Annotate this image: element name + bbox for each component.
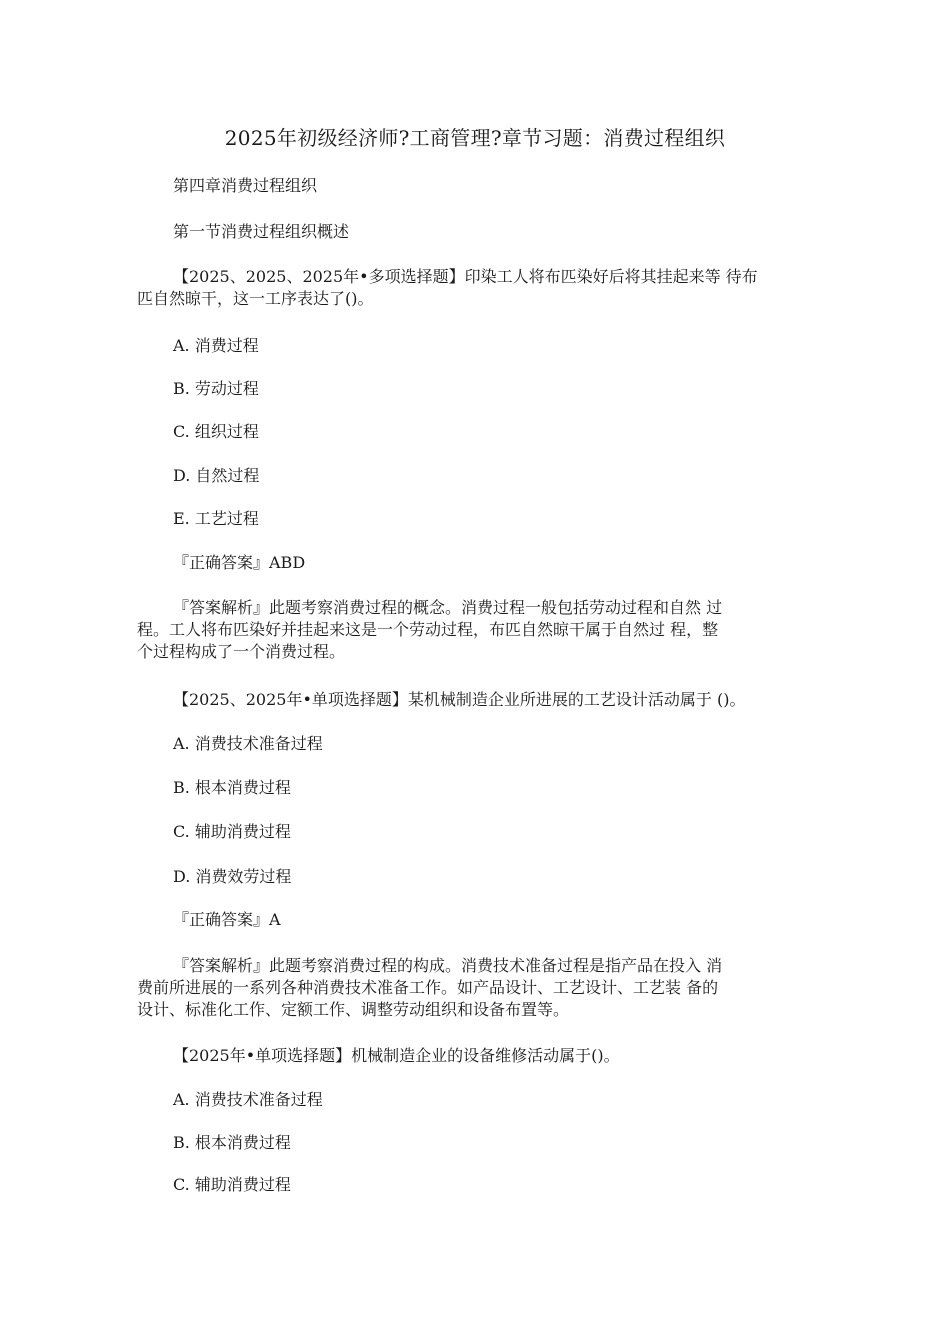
question-1-analysis-line: 『答案解析』此题考察消费过程的概念。消费过程一般包括劳动过程和自然 过 xyxy=(173,598,723,617)
question-1-stem-line: 匹自然晾干，这一工序表达了()。 xyxy=(137,289,374,308)
question-3-option-b: B. 根本消费过程 xyxy=(173,1133,291,1152)
question-1-analysis xyxy=(137,597,817,663)
question-1-stem xyxy=(137,266,817,310)
question-2-option-d: D. 消费效劳过程 xyxy=(173,867,292,886)
section-heading: 第一节消费过程组织概述 xyxy=(173,222,350,241)
question-2-stem xyxy=(137,689,817,711)
question-1-option-e: E. 工艺过程 xyxy=(173,509,259,528)
question-1-option-a: A. 消费过程 xyxy=(173,336,259,355)
question-2-analysis-line: 设计、标准化工作、定额工作、调整劳动组织和设备布置等。 xyxy=(137,1000,570,1019)
question-3-option-a: A. 消费技术准备过程 xyxy=(173,1090,323,1109)
question-2-option-a: A. 消费技术准备过程 xyxy=(173,734,323,753)
question-1-answer: 『正确答案』ABD xyxy=(173,553,306,572)
question-2-answer: 『正确答案』A xyxy=(173,910,281,929)
question-1-stem-line: 【2025、2025、2025年•多项选择题】印染工人将布匹染好后将其挂起来等 待布 xyxy=(173,267,758,286)
chapter-heading: 第四章消费过程组织 xyxy=(173,176,318,195)
question-2-option-c: C. 辅助消费过程 xyxy=(173,822,291,841)
question-2-analysis xyxy=(137,955,817,1021)
question-2-stem-line: 【2025、2025年•单项选择题】某机械制造企业所进展的工艺设计活动属于 ()。 xyxy=(173,690,746,709)
question-1-option-c: C. 组织过程 xyxy=(173,422,259,441)
question-3-stem-line: 【2025年•单项选择题】机械制造企业的设备维修活动属于()。 xyxy=(173,1046,620,1065)
question-3-stem xyxy=(137,1045,817,1067)
question-1-option-d: D. 自然过程 xyxy=(173,466,260,485)
question-1-analysis-line: 个过程构成了一个消费过程。 xyxy=(137,642,346,661)
question-1-option-b: B. 劳动过程 xyxy=(173,379,259,398)
question-3-option-c: C. 辅助消费过程 xyxy=(173,1175,291,1194)
document-title: 2025年初级经济师?工商管理?章节习题：消费过程组织 xyxy=(224,126,726,150)
question-2-option-b: B. 根本消费过程 xyxy=(173,778,291,797)
question-2-analysis-line: 『答案解析』此题考察消费过程的构成。消费技术准备过程是指产品在投入 消 xyxy=(173,956,723,975)
question-1-analysis-line: 程。工人将布匹染好并挂起来这是一个劳动过程，布匹自然晾干属于自然过 程，整 xyxy=(137,620,719,639)
question-2-analysis-line: 费前所进展的一系列各种消费技术准备工作。如产品设计、工艺设计、工艺装 备的 xyxy=(137,978,719,997)
